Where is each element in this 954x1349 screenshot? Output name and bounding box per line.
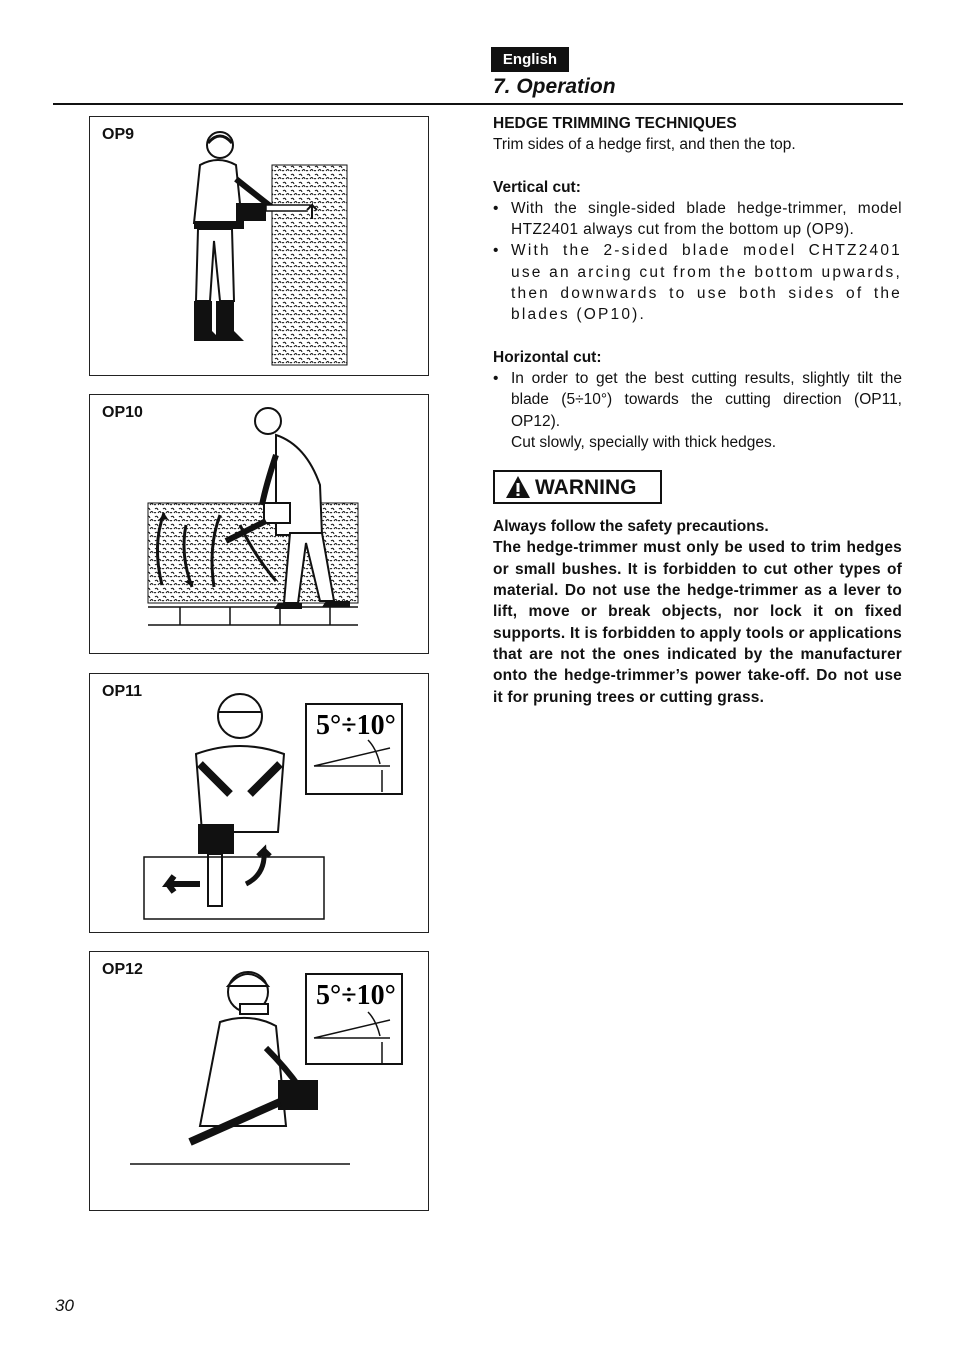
vertical-cut-list: [493, 198, 902, 326]
figure-label: OP9: [102, 126, 135, 143]
figure-op11: [89, 673, 429, 933]
section-title: 7. Operation: [493, 75, 616, 98]
list-item-text: In order to get the best cutting results, slightly tilt the blade (5÷10°) towards the cutting direction (OP11, OP12).: [511, 369, 902, 430]
language-badge: English: [491, 47, 569, 72]
list-item: • With the single-sided blade hedge-trimmer, model HTZ2401 always cut from the bottom up (OP9).: [493, 198, 902, 241]
header-rule: [53, 103, 903, 105]
warning-label: WARNING: [535, 475, 637, 499]
warning-first-line: Always follow the safety precautions.: [493, 518, 769, 536]
instructions-column: [493, 113, 902, 708]
list-item: [493, 368, 902, 453]
horizontal-cut-heading: Horizontal cut:: [493, 348, 602, 366]
list-item: • With the 2-sided blade model CHTZ2401 use an arcing cut from the bottom upwards, then downwards to use both sides of the blades (OP10).: [493, 240, 902, 325]
horizontal-cut-list: [493, 368, 902, 453]
horizontal-cut-side-illustration: [90, 952, 429, 1211]
figure-label: OP12: [102, 961, 143, 978]
angle-diagram-label: 5°÷10°: [316, 980, 396, 1011]
page-number: 30: [55, 1296, 74, 1315]
arc-cut-illustration: [90, 395, 429, 654]
warning-triangle-icon: [505, 475, 531, 499]
vertical-cut-illustration: [90, 117, 429, 376]
figure-op10: [89, 394, 429, 654]
warning-box: [493, 470, 662, 504]
figure-label: OP11: [102, 683, 143, 700]
warning-body: The hedge-trimmer must only be used to trim hedges or small bushes. It is forbidden to cut other types of material. Do not use the hedge-trimmer as a lever to lift, move or break objects, nor lock it on fixed supports. It is forbidden to apply tools or applications that are not the ones indicated by the manufacturer onto the hedge-trimmer’s power take-off. Do not use it for pruning trees or cutting grass.: [493, 539, 902, 706]
section-heading: HEDGE TRIMMING TECHNIQUES: [493, 115, 737, 132]
figure-op9: [89, 116, 429, 376]
angle-diagram-label: 5°÷10°: [316, 710, 396, 741]
figure-op12: [89, 951, 429, 1211]
figure-label: OP10: [102, 404, 143, 421]
vertical-cut-heading: Vertical cut:: [493, 178, 581, 196]
list-item-note: Cut slowly, specially with thick hedges.: [511, 433, 777, 451]
intro-text: Trim sides of a hedge first, and then the top.: [493, 136, 796, 154]
horizontal-cut-front-illustration: [90, 674, 429, 933]
